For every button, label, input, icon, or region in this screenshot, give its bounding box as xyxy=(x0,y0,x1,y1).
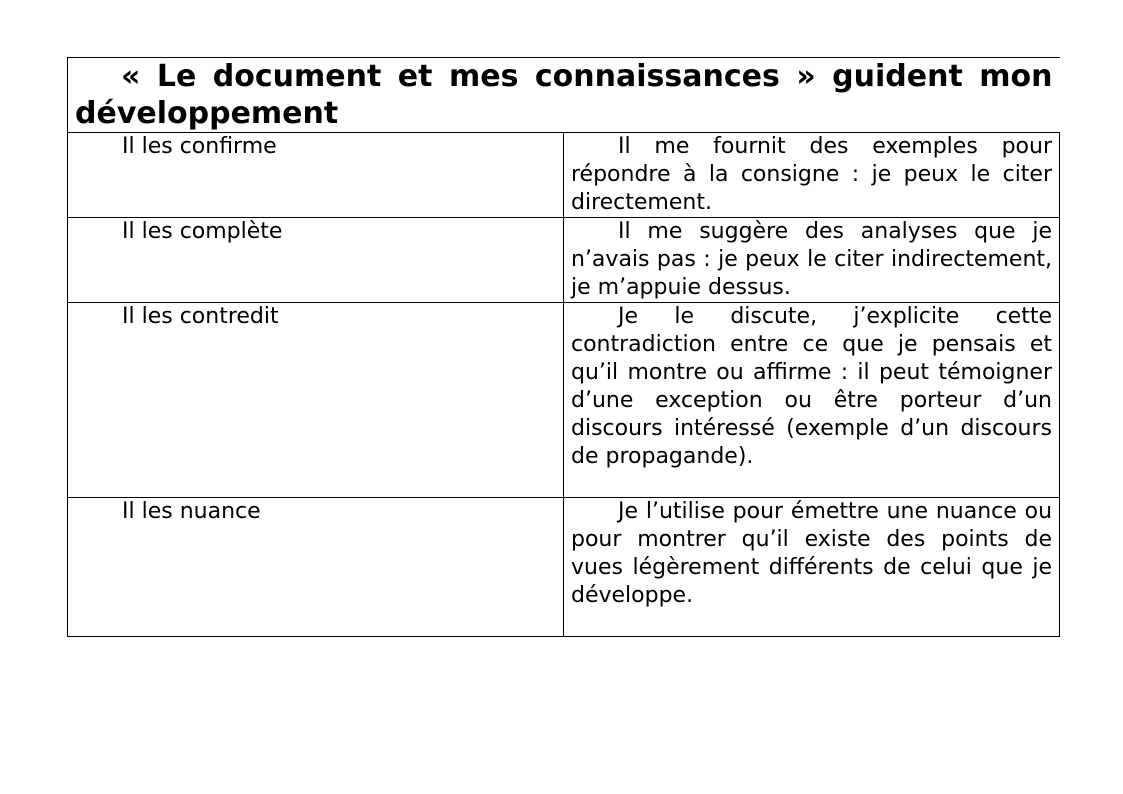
row-label: Il les confirme xyxy=(122,134,277,159)
row-label: Il les nuance xyxy=(122,499,261,524)
table-title-cell xyxy=(68,58,1060,133)
row-label-cell xyxy=(68,498,564,637)
row-description-cell xyxy=(564,218,1060,303)
row-description-cell xyxy=(564,498,1060,637)
row-description-cell xyxy=(564,303,1060,498)
row-label: Il les complète xyxy=(122,219,283,244)
table-title: « Le document et mes connaissances » guident mon développement xyxy=(75,59,1053,131)
row-description-cell xyxy=(564,133,1060,218)
row-label-cell xyxy=(68,303,564,498)
row-label-cell xyxy=(68,133,564,218)
row-description: Je l’utilise pour émettre une nuance ou pour montrer qu’il existe des points de vues légèrement différents de celui que je développe. xyxy=(571,499,1053,608)
row-description: Je le discute, j’explicite cette contradiction entre ce que je pensais et qu’il montre ou affirme : il peut témoigner d’une exception ou être porteur d’un discours intéressé (exemple d’un discours de propagande). xyxy=(571,304,1053,469)
table-row xyxy=(68,498,1060,637)
row-label: Il les contredit xyxy=(122,304,279,329)
document-table xyxy=(67,57,1060,637)
table-row xyxy=(68,303,1060,498)
row-description: Il me fournit des exemples pour répondre à la consigne : je peux le citer directement. xyxy=(571,134,1053,215)
table-header-row xyxy=(68,58,1060,133)
row-description: Il me suggère des analyses que je n’avais pas : je peux le citer indirectement, je m’appuie dessus. xyxy=(571,219,1053,300)
table-row xyxy=(68,218,1060,303)
table-row xyxy=(68,133,1060,218)
row-label-cell xyxy=(68,218,564,303)
